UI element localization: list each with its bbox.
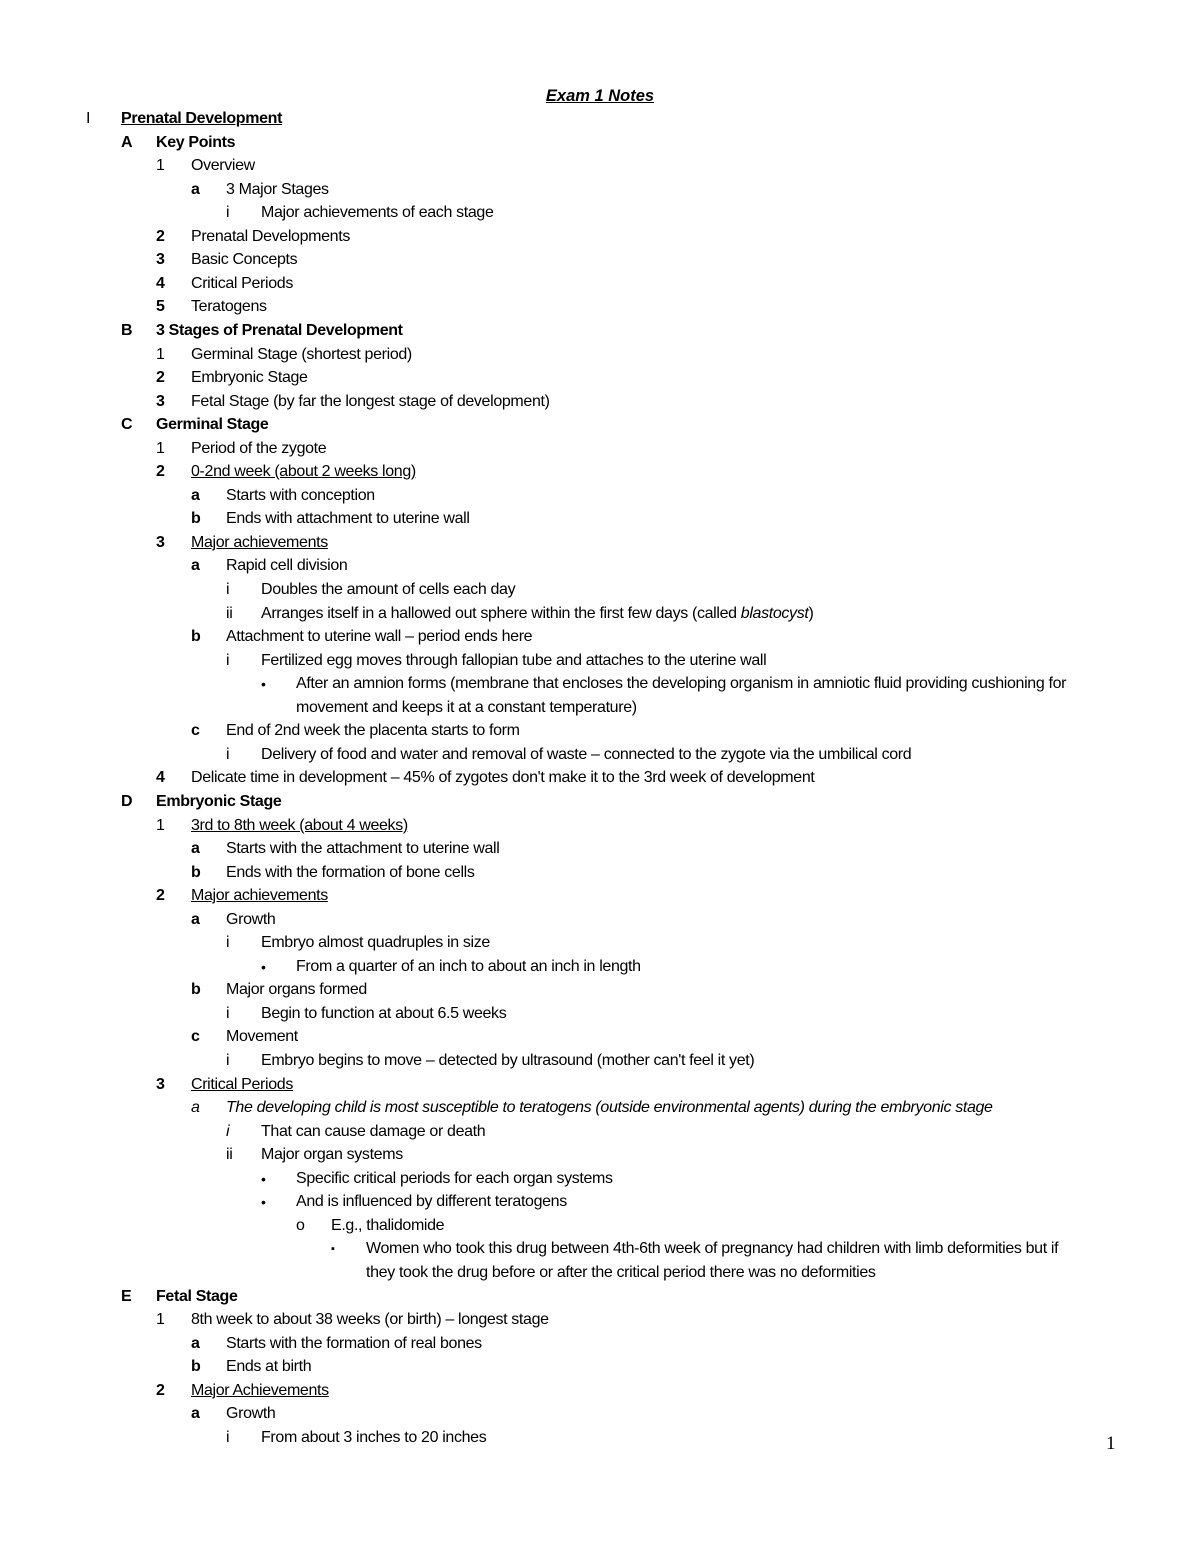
outline-text (261, 203, 494, 223)
outline-marker: i (226, 934, 230, 951)
outline-marker: a (191, 181, 200, 198)
outline-text (366, 1239, 1058, 1259)
outline-marker: • (261, 1171, 266, 1187)
outline-line (0, 274, 1200, 294)
outline-text (296, 1169, 613, 1189)
outline-line (0, 439, 1200, 459)
outline-line (0, 957, 1200, 977)
outline-text (261, 1428, 486, 1448)
outline-text (191, 345, 412, 365)
outline-line (0, 698, 1200, 718)
outline-text (226, 486, 375, 506)
outline-line (0, 768, 1200, 788)
outline-text (226, 1404, 275, 1424)
outline-line (0, 674, 1200, 694)
outline-line (0, 156, 1200, 176)
outline-marker: 3 (156, 1076, 165, 1093)
outline-text (226, 721, 520, 741)
outline-line (0, 1310, 1200, 1330)
outline-text (191, 1310, 549, 1330)
outline-text (331, 1216, 444, 1236)
outline-text (191, 250, 297, 270)
outline-text (366, 1263, 876, 1283)
outline-line (0, 886, 1200, 906)
outline-marker: b (191, 628, 201, 645)
outline-line (0, 1428, 1200, 1448)
outline-text (261, 1145, 403, 1165)
outline-marker: i (226, 1429, 230, 1446)
outline-text (226, 910, 275, 930)
outline-text (226, 556, 347, 576)
outline-marker: I (86, 110, 91, 127)
outline-line (0, 368, 1200, 388)
outline-line (0, 933, 1200, 953)
outline-marker: 5 (156, 298, 165, 315)
outline-marker: • (261, 676, 266, 692)
outline-text (156, 321, 403, 341)
outline-text (226, 839, 499, 859)
outline-line (0, 980, 1200, 1000)
outline-text (296, 957, 641, 977)
outline-text (226, 627, 532, 647)
outline-marker: a (191, 911, 200, 928)
outline-text-main: Women who took this drug between 4th-6th week of pregnancy had children with limb deformities but if (366, 1240, 1059, 1257)
outline-text (191, 439, 326, 459)
outline-text-main: Overview (191, 157, 255, 174)
outline-text-main: 3 Major Stages (226, 181, 329, 198)
outline-line (0, 1404, 1200, 1424)
outline-marker: a (191, 1405, 200, 1422)
outline-line (0, 1381, 1200, 1401)
outline-text-main: Prenatal Developments (191, 228, 350, 245)
outline-line (0, 910, 1200, 930)
outline-line (0, 133, 1200, 153)
outline-text-main: Major achievements of each stage (261, 204, 494, 221)
outline-text (156, 792, 281, 812)
outline-text-main: Growth (226, 911, 276, 928)
outline-text-main: Critical Periods (191, 275, 293, 292)
outline-text-main: Fetal Stage (by far the longest stage of development) (191, 393, 550, 410)
outline-marker: 2 (156, 369, 165, 386)
outline-text-main: Movement (226, 1028, 298, 1045)
outline-text (191, 816, 408, 836)
outline-line (0, 1122, 1200, 1142)
outline-line (0, 509, 1200, 529)
outline-marker: ▪ (331, 1243, 335, 1255)
outline-text-main: Starts with the attachment to uterine wall (226, 840, 500, 857)
outline-marker: i (226, 1005, 230, 1022)
outline-marker: 3 (156, 251, 165, 268)
outline-line (0, 1027, 1200, 1047)
outline-text (261, 1051, 754, 1071)
outline-text (226, 1098, 993, 1118)
outline-text (156, 415, 268, 435)
outline-text-main: 3rd to 8th week (about 4 weeks) (191, 817, 408, 834)
outline-line (0, 839, 1200, 859)
outline-text-main: The developing child is most susceptible to teratogens (outside environmental agents) during the embryonic stage (226, 1099, 993, 1116)
outline-text (191, 1075, 293, 1095)
outline-text (226, 1357, 311, 1377)
outline-text-main: Key Points (156, 134, 236, 151)
outline-text-main: That can cause damage or death (261, 1123, 486, 1140)
outline-text-main: 8th week to about 38 weeks (or birth) – longest stage (191, 1311, 549, 1328)
outline-line (0, 604, 1200, 624)
outline-text-main: 3 Stages of Prenatal Development (156, 322, 403, 339)
outline-text-main: Fertilized egg moves through fallopian tube and attaches to the uterine wall (261, 652, 767, 669)
outline-text-main: After an amnion forms (membrane that encloses the developing organism in amniotic fluid providing cushioning for (296, 675, 1067, 692)
outline-text-main: And is influenced by different teratogens (296, 1193, 567, 1210)
outline-text-main: Embryonic Stage (191, 369, 308, 386)
outline-text (261, 745, 911, 765)
outline-marker: 1 (156, 1311, 165, 1328)
outline-marker: a (191, 557, 200, 574)
outline-line (0, 1004, 1200, 1024)
outline-text-main: Critical Periods (191, 1076, 293, 1093)
outline-text (191, 462, 416, 482)
outline-line (0, 1169, 1200, 1189)
outline-text-main: Embryo begins to move – detected by ultrasound (mother can't feel it yet) (261, 1052, 755, 1069)
outline-line (0, 816, 1200, 836)
outline-line (0, 533, 1200, 553)
outline-text (226, 180, 329, 200)
outline-marker: a (191, 487, 200, 504)
page-number: 1 (1106, 1433, 1116, 1454)
outline-text (191, 274, 293, 294)
outline-marker: c (191, 722, 200, 739)
outline-text-main: Major organs formed (226, 981, 367, 998)
outline-line (0, 1334, 1200, 1354)
outline-text-main: Period of the zygote (191, 440, 327, 457)
outline-line (0, 1357, 1200, 1377)
outline-line (0, 227, 1200, 247)
outline-marker: 4 (156, 275, 165, 292)
outline-text (191, 768, 814, 788)
outline-text-main: Arranges itself in a hallowed out sphere within the first few days (called (261, 605, 741, 622)
outline-text-main: E.g., thalidomide (331, 1217, 445, 1234)
outline-marker: ii (226, 1146, 233, 1163)
outline-marker: C (121, 416, 133, 433)
outline-text (191, 392, 550, 412)
outline-marker: i (226, 1123, 230, 1140)
outline-marker: 2 (156, 1382, 165, 1399)
outline-marker: a (191, 1099, 200, 1116)
outline-text-main: From about 3 inches to 20 inches (261, 1429, 487, 1446)
outline-text (261, 580, 515, 600)
outline-text (226, 1334, 482, 1354)
outline-marker: o (296, 1217, 305, 1234)
outline-marker: i (226, 652, 230, 669)
outline-line (0, 345, 1200, 365)
outline-text-main: Major organ systems (261, 1146, 403, 1163)
outline-marker: b (191, 510, 201, 527)
outline-marker: 2 (156, 463, 165, 480)
outline-text (191, 297, 267, 317)
outline-marker: 1 (156, 817, 165, 834)
outline-line (0, 580, 1200, 600)
outline-text (156, 133, 235, 153)
outline-line (0, 1239, 1200, 1259)
outline-line (0, 1192, 1200, 1212)
outline-text (226, 509, 470, 529)
outline-text (261, 1004, 506, 1024)
outline-text-italic: blastocyst (740, 605, 809, 622)
outline-marker: i (226, 204, 230, 221)
outline-line (0, 745, 1200, 765)
outline-text (261, 604, 813, 624)
outline-text-main: Major achievements (191, 887, 328, 904)
outline-marker: • (261, 959, 266, 975)
outline-text-main: Major achievements (191, 534, 328, 551)
outline-line (0, 462, 1200, 482)
outline-text (191, 368, 308, 388)
outline-text (296, 698, 637, 718)
outline-text (191, 1381, 329, 1401)
outline-text-main: Embryonic Stage (156, 793, 282, 810)
outline-text-main: movement and keeps it at a constant temperature) (296, 699, 637, 716)
outline-text (226, 1027, 298, 1047)
outline-line (0, 203, 1200, 223)
outline-marker: E (121, 1288, 132, 1305)
outline-text (261, 933, 490, 953)
outline-text-main: Delicate time in development – 45% of zygotes don't make it to the 3rd week of development (191, 769, 815, 786)
outline-marker: D (121, 793, 133, 810)
outline-marker: 1 (156, 157, 165, 174)
outline-marker: • (261, 1194, 266, 1210)
outline-text-main: Ends with attachment to uterine wall (226, 510, 470, 527)
outline-text (191, 533, 328, 553)
outline-marker: A (121, 134, 133, 151)
outline-text-main: Doubles the amount of cells each day (261, 581, 516, 598)
outline-line (0, 486, 1200, 506)
outline-line (0, 321, 1200, 341)
outline-line (0, 556, 1200, 576)
outline-text-main: Fetal Stage (156, 1288, 238, 1305)
outline-text-main: From a quarter of an inch to about an inch in length (296, 958, 641, 975)
outline-line (0, 1051, 1200, 1071)
outline-marker: b (191, 981, 201, 998)
outline-line (0, 1145, 1200, 1165)
outline-text-main: Starts with conception (226, 487, 375, 504)
outline-text-main: they took the drug before or after the critical period there was no deformities (366, 1264, 876, 1281)
outline-text-main: Embryo almost quadruples in size (261, 934, 490, 951)
outline-text (156, 1287, 238, 1307)
outline-line (0, 250, 1200, 270)
outline-marker: i (226, 1052, 230, 1069)
outline-text-main: Delivery of food and water and removal of waste – connected to the zygote via the umbilical cord (261, 746, 912, 763)
outline-line (0, 1287, 1200, 1307)
outline-text-main: Teratogens (191, 298, 267, 315)
outline-text (191, 886, 328, 906)
outline-marker: a (191, 1335, 200, 1352)
outline-marker: i (226, 581, 230, 598)
outline-line (0, 1263, 1200, 1283)
outline-marker: 1 (156, 346, 165, 363)
outline-marker: a (191, 840, 200, 857)
outline-text-main: End of 2nd week the placenta starts to form (226, 722, 520, 739)
outline-text-after: ) (808, 605, 814, 622)
outline-line (0, 651, 1200, 671)
outline-line (0, 863, 1200, 883)
outline-text (296, 674, 1066, 694)
outline-marker: 2 (156, 887, 165, 904)
outline-text (296, 1192, 567, 1212)
outline-line (0, 392, 1200, 412)
outline-text (261, 651, 766, 671)
outline-text-main: Prenatal Development (121, 110, 283, 127)
outline-text-main: Ends at birth (226, 1358, 312, 1375)
outline-text-main: Growth (226, 1405, 276, 1422)
outline-text (261, 1122, 485, 1142)
outline-text-main: Germinal Stage (shortest period) (191, 346, 412, 363)
outline-text (226, 980, 367, 1000)
outline-text (226, 863, 475, 883)
outline-marker: 1 (156, 440, 165, 457)
outline-marker: 4 (156, 769, 165, 786)
outline-text-main: Specific critical periods for each organ systems (296, 1170, 613, 1187)
outline-line (0, 297, 1200, 317)
outline-marker: c (191, 1028, 200, 1045)
outline-marker: 2 (156, 228, 165, 245)
outline-marker: 3 (156, 534, 165, 551)
outline-text-main: Germinal Stage (156, 416, 269, 433)
outline-line (0, 415, 1200, 435)
outline-text (121, 109, 282, 129)
document-title: Exam 1 Notes (545, 87, 655, 105)
outline-line (0, 792, 1200, 812)
outline-text-main: 0-2nd week (about 2 weeks long) (191, 463, 416, 480)
outline-text-main: Begin to function at about 6.5 weeks (261, 1005, 507, 1022)
outline-line (0, 109, 1200, 129)
outline-line (0, 721, 1200, 741)
outline-marker: b (191, 1358, 201, 1375)
outline-line (0, 180, 1200, 200)
outline-text-main: Major Achievements (191, 1382, 329, 1399)
outline-line (0, 1075, 1200, 1095)
outline-marker: 3 (156, 393, 165, 410)
outline-text-main: Rapid cell division (226, 557, 348, 574)
outline-marker: B (121, 322, 133, 339)
outline-marker: b (191, 864, 201, 881)
outline-text-main: Basic Concepts (191, 251, 298, 268)
outline-text (191, 227, 350, 247)
outline-line (0, 1216, 1200, 1236)
outline-marker: ii (226, 605, 233, 622)
outline-line (0, 1098, 1200, 1118)
outline-text-main: Starts with the formation of real bones (226, 1335, 482, 1352)
outline-text (191, 156, 255, 176)
outline-marker: i (226, 746, 230, 763)
outline-line (0, 627, 1200, 647)
outline-text-main: Attachment to uterine wall – period ends here (226, 628, 533, 645)
outline-text-main: Ends with the formation of bone cells (226, 864, 475, 881)
